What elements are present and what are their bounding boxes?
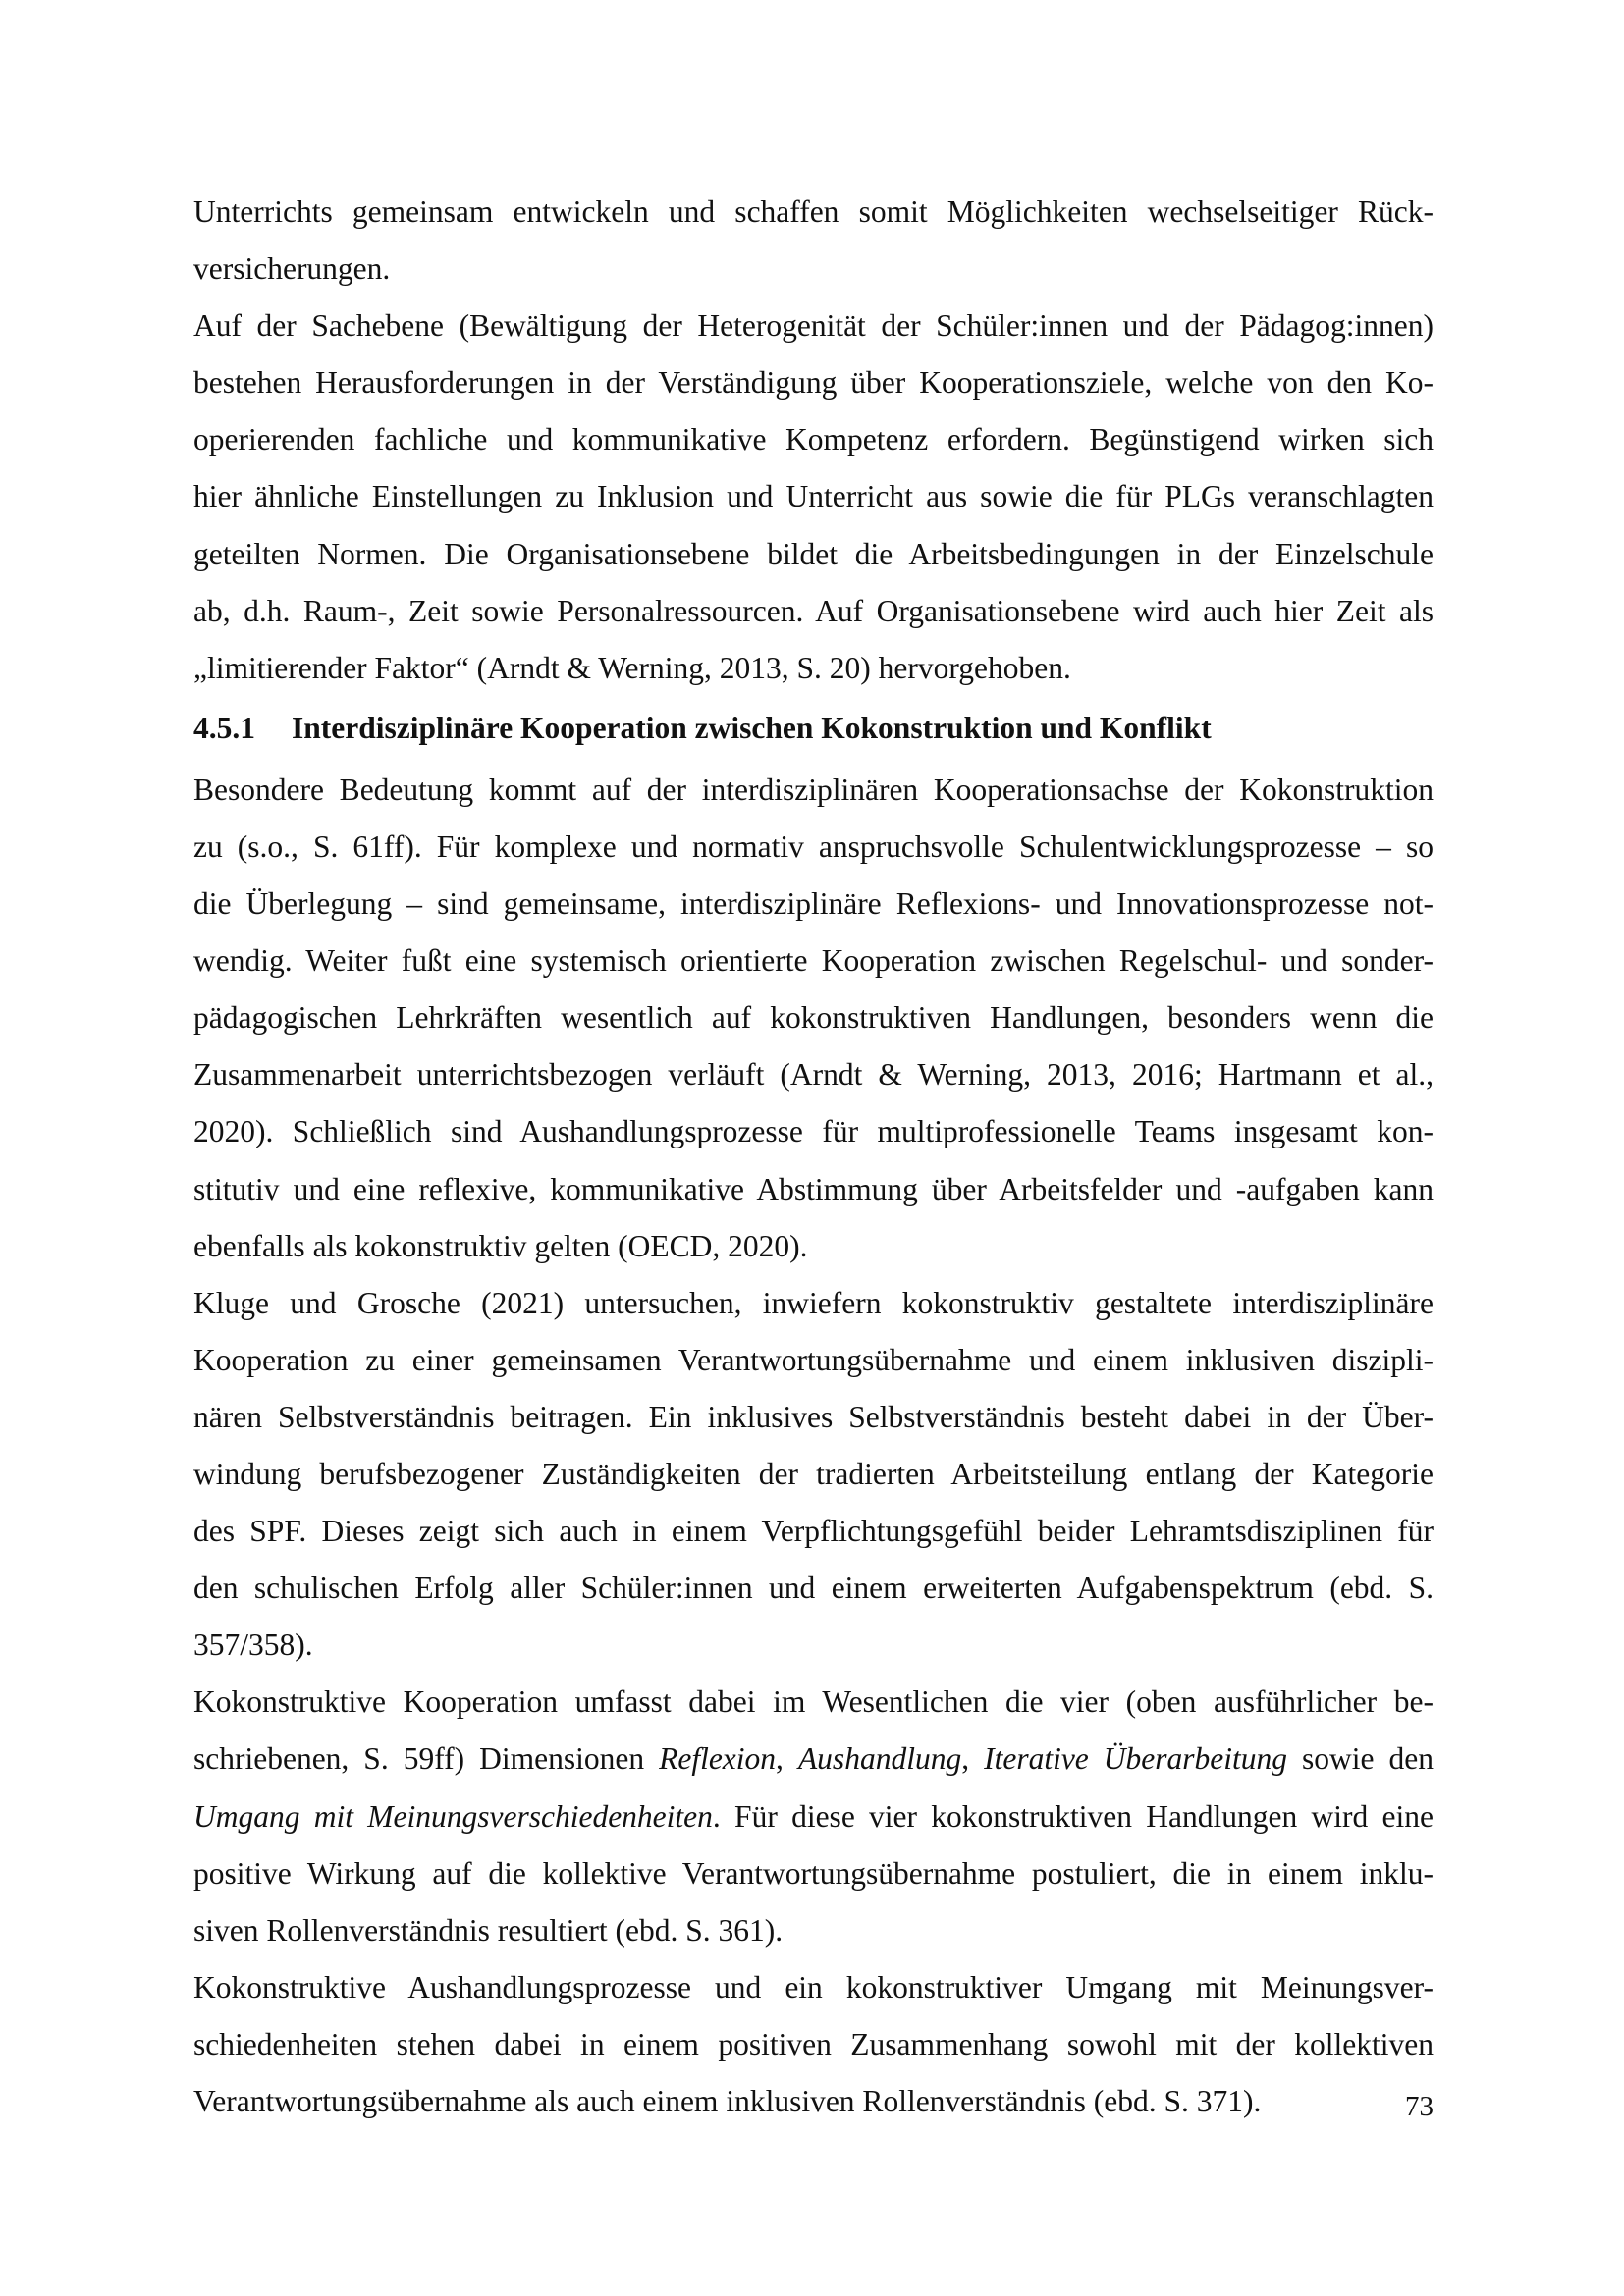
text-line: die Überlegung – sind gemeinsame, interdisziplinäre Reflexions- und Innovationsprozesse not- — [193, 886, 1434, 922]
text-line: operierenden fachliche und kommunikative Kompetenz erfordern. Begünstigend wirken sich — [193, 422, 1434, 457]
page-number: 73 — [1405, 2091, 1434, 2122]
italic-term: Iterative Überarbeitung — [984, 1741, 1288, 1777]
text-line: Kokonstruktive Kooperation umfasst dabei im Wesentlichen die vier (oben ausführlicher be- — [193, 1684, 1434, 1720]
section-title: Interdisziplinäre Kooperation zwischen Kokonstruktion und Konflikt — [292, 710, 1212, 745]
text-line: ab, d.h. Raum-, Zeit sowie Personalressourcen. Auf Organisationsebene wird auch hier Zeit als — [193, 593, 1434, 628]
text-line: Verantwortungsübernahme als auch einem inklusiven Rollenverständnis (ebd. S. 371). — [193, 2084, 1262, 2118]
text-line: pädagogischen Lehrkräften wesentlich auf kokonstruktiven Handlungen, besonders wenn die — [193, 1000, 1434, 1036]
text-line: ebenfalls als kokonstruktiv gelten (OECD, 2020). — [193, 1228, 808, 1263]
text-line: Besondere Bedeutung kommt auf der interdisziplinären Kooperationsachse der Kokonstruktion — [193, 772, 1434, 807]
text-line: Zusammenarbeit unterrichtsbezogen verläuft (Arndt & Werning, 2013, 2016; Hartmann et al., — [193, 1057, 1434, 1093]
text-line: positive Wirkung auf die kollektive Verantwortungsübernahme postuliert, die in einem inklu- — [193, 1855, 1434, 1891]
document-page — [193, 184, 1434, 2130]
text-line: Kooperation zu einer gemeinsamen Verantwortungsübernahme und einem inklusiven diszipli- — [193, 1342, 1434, 1377]
text-span: . Für diese vier kokonstruktiven Handlungen wird eine — [712, 1798, 1434, 1834]
text-line: geteilten Normen. Die Organisationsebene bildet die Arbeitsbedingungen in der Einzelschule — [193, 536, 1434, 571]
text-line: hier ähnliche Einstellungen zu Inklusion und Unterricht aus sowie die für PLGs veranschlagten — [193, 479, 1434, 514]
text-line: des SPF. Dieses zeigt sich auch in einem Verpflichtungsgefühl beider Lehramtsdisziplinen für — [193, 1514, 1434, 1549]
section-heading — [193, 709, 1434, 748]
text-line — [193, 1789, 1434, 1845]
text-line: siven Rollenverständnis resultiert (ebd. S. 361). — [193, 1912, 784, 1948]
text-line: Kokonstruktive Aushandlungsprozesse und ein kokonstruktiver Umgang mit Meinungsver- — [193, 1969, 1434, 2004]
body-text-top — [193, 184, 1434, 697]
italic-term: Aushandlung — [797, 1741, 962, 1777]
italic-term: Umgang mit Meinungsverschiedenheiten — [193, 1798, 713, 1834]
text-line — [193, 1731, 1434, 1788]
text-span: , — [776, 1741, 798, 1777]
text-line: 2020). Schließlich sind Aushandlungsprozesse für multiprofessionelle Teams insgesamt kon- — [193, 1114, 1434, 1149]
section-number: 4.5.1 — [193, 710, 255, 745]
body-text-bottom — [193, 762, 1434, 2130]
text-line: „limitierender Faktor“ (Arndt & Werning, 2013, S. 20) hervorgehoben. — [193, 650, 1071, 685]
text-line: bestehen Herausforderungen in der Verständigung über Kooperationsziele, welche von den Ko- — [193, 365, 1434, 400]
text-line: Auf der Sachebene (Bewältigung der Heterogenität der Schüler:innen und der Pädagog:innen) — [193, 308, 1434, 344]
italic-term: Reflexion — [659, 1741, 777, 1777]
text-line: schiedenheiten stehen dabei in einem positiven Zusammenhang sowohl mit der kollektiven — [193, 2026, 1434, 2061]
text-line: 357/358). — [193, 1628, 313, 1663]
text-line: wendig. Weiter fußt eine systemisch orientierte Kooperation zwischen Regelschul- und sonder- — [193, 943, 1434, 979]
text-line: stitutiv und eine reflexive, kommunikative Abstimmung über Arbeitsfelder und -aufgaben kann — [193, 1171, 1434, 1206]
text-line: windung berufsbezogener Zuständigkeiten der tradierten Arbeitsteilung entlang der Kategorie — [193, 1456, 1434, 1491]
text-span: , — [961, 1741, 985, 1777]
text-span: schriebenen, S. 59ff) Dimensionen — [193, 1741, 660, 1777]
text-line: Unterrichts gemeinsam entwickeln und schaffen somit Möglichkeiten wechselseitiger Rück- — [193, 194, 1434, 229]
text-line: den schulischen Erfolg aller Schüler:innen und einem erweiterten Aufgabenspektrum (ebd. S. — [193, 1571, 1434, 1606]
text-line: versicherungen. — [193, 251, 391, 287]
text-line: Kluge und Grosche (2021) untersuchen, inwiefern kokonstruktiv gestaltete interdisziplinäre — [193, 1285, 1434, 1320]
text-span: sowie den — [1287, 1741, 1435, 1777]
text-line: zu (s.o., S. 61ff). Für komplexe und normativ anspruchsvolle Schulentwicklungsprozesse – so — [193, 828, 1434, 864]
text-line: nären Selbstverständnis beitragen. Ein inklusives Selbstverständnis besteht dabei in der Über- — [193, 1399, 1434, 1434]
